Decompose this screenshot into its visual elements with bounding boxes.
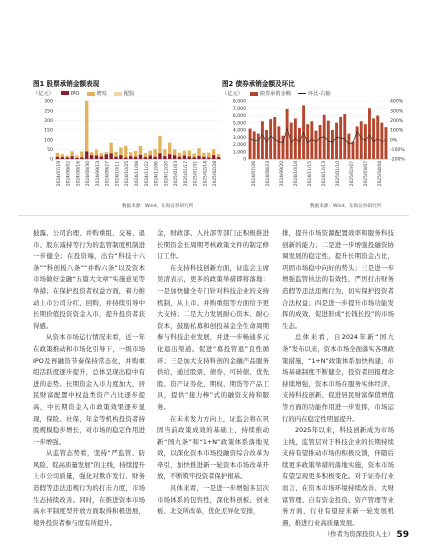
bar-bond-amount <box>290 123 293 159</box>
y2-tick-label: -200% <box>390 157 405 163</box>
legend-sp: 增发 <box>87 90 107 97</box>
bar-bond-amount <box>368 108 371 159</box>
x-tick-label: 2024/07/26 <box>252 161 257 187</box>
bar-bond-amount <box>364 124 367 159</box>
bar-bond-amount <box>298 128 301 159</box>
x-tick-label: 2025/01/03 <box>174 161 180 187</box>
chart-2-svg <box>222 97 414 209</box>
bar-sp <box>134 151 137 157</box>
bar-sp <box>183 151 186 156</box>
legend-bond-amount: 债券承销金额 <box>250 90 291 97</box>
x-tick-label: 2025/01/17 <box>183 161 189 187</box>
column-left <box>33 228 145 529</box>
y2-tick-label: -100% <box>390 147 405 153</box>
bar-ipo <box>202 157 205 159</box>
figure-1-legend <box>33 90 225 97</box>
bar-sp <box>90 152 93 155</box>
bar-sp <box>80 151 83 157</box>
bar-sp <box>75 156 78 158</box>
bar-ipo <box>158 153 161 159</box>
bar-sp <box>202 153 205 157</box>
y-tick-label: 2,000 <box>232 143 246 149</box>
bar-ipo <box>105 154 108 159</box>
bar-sp <box>163 149 166 156</box>
y-tick-label: 150 <box>44 128 53 134</box>
x-tick-label: 2024/10/11 <box>115 161 121 187</box>
bar-ipo <box>217 157 220 159</box>
figure-1-unit: （亿元） <box>33 91 54 97</box>
bar-sp <box>100 153 103 156</box>
x-tick-label: 2025/02/28 <box>213 161 219 187</box>
bar-sp <box>65 156 68 158</box>
bar-sp <box>114 152 117 157</box>
figure-1-source: 数据来源：Wind，东海证券研究所 <box>122 204 194 209</box>
x-tick-label: 2024/08/16 <box>76 161 82 187</box>
bar-sp <box>212 149 215 155</box>
legend-ipo: IPO <box>61 91 80 97</box>
bar-sp <box>119 147 122 155</box>
x-tick-label: 2025/02/14 <box>203 161 209 187</box>
x-tick-label: 2024/08/23 <box>266 161 271 187</box>
paragraph: 从监管态势看，坚持“严监管、防风险、促高质量发展”的主线，持续提升上市公司质量，强化对欺诈发行、财务造假等违法违规行为的打击力度，市场生态持续改善。同时，在推进资本市场高水平制度型开放方面取得积极进展，境外投资者参与度有所提升。 <box>33 449 145 527</box>
bar-bond-amount <box>319 125 322 159</box>
bar-ipo <box>207 157 210 159</box>
chart-1-svg <box>33 97 225 209</box>
figure-1 <box>33 78 225 213</box>
bar-sp <box>109 143 112 154</box>
bar-sp <box>61 154 64 157</box>
figure-2-title: 图2 债券承销金额及环比 <box>222 80 295 88</box>
bar-ipo <box>173 155 176 159</box>
bar-sp <box>173 149 176 155</box>
bar-sp <box>153 149 156 157</box>
bar-bond-amount <box>265 130 268 159</box>
bar-ipo <box>134 157 137 159</box>
bar-ipo <box>65 157 68 159</box>
bar-sp <box>207 153 210 158</box>
paragraph: 在支持科技创新方面，证监会主席吴清表示，更多的政策举措即将落地：一是加快健全专门针对科技企业的支持机制，从上市、并购重组等方面给予更大支持；二是大力发展耐心资本、耐心资本，鼓励私募和创投基金全生命周期参与科技企业发展，并进一步畅通多元化退出渠道。促进“募投管退”良性循环；三是加大支持科创的金融产品服务供给，通过股票、债券、可转债、优先股、资产证券化、期权、期货等产品工具，提供“接力棒”式的融资支持和服务。 <box>157 263 269 411</box>
x-tick-label: 2024/09/13 <box>95 161 101 187</box>
figure-2-unit: （亿元） <box>222 91 243 97</box>
bar-ipo <box>188 156 191 159</box>
y-tick-label: 50 <box>47 147 53 153</box>
y-tick-label: 250 <box>44 109 53 115</box>
x-tick-label: 2025/01/10 <box>336 161 341 187</box>
bar-ipo <box>56 157 59 159</box>
bar-ipo <box>212 155 215 159</box>
bar-sp <box>70 151 73 156</box>
bar-ipo <box>61 157 64 159</box>
y-tick-label: 8,000 <box>232 99 246 105</box>
bar-ipo <box>153 157 156 159</box>
paragraph: 在未来发力方向上，证监会将在巩固当前政策成效的基础上，持续推动新“国九条”和“1+N”政策体系落地见效，以深化资本市场投融资综合改革为牵引，加快推进新一轮资本市场改革开放，不断筑牢投资者保护根基。 <box>157 414 269 481</box>
bar-sp <box>56 153 59 157</box>
bar-ipo <box>109 153 112 159</box>
bar-ipo <box>197 156 200 159</box>
x-tick-label: 2024/10/18 <box>294 161 299 187</box>
column-right <box>282 228 394 541</box>
bar-bond-amount <box>331 130 334 159</box>
bar-ipo <box>114 157 117 159</box>
bar-bond-amount <box>335 123 338 159</box>
paragraph: 具体来看，一是进一步增强多层次市场体系的包容性，深化科创板、创业板、北交所改革，优化差异化安排， <box>157 484 269 516</box>
paragraph: 披露、公司治理、并购重组、交易、退市、股东减持等行为的监管制度机制进一步健全；在投资端，出台“科技十六条”“科创板八条”“并购六条”以及资本市场做好金融“五篇大文章”实施意见等举措；在保护投资者权益方面，着力推动上市公司分红、回购，并持续引导中长期价值投资资金入市，提升投资者获得感。 <box>33 229 145 330</box>
x-tick-label: 2024/12/13 <box>322 161 327 187</box>
paragraph: 总体来看，自2024年新“国九条”发布以来，资本市场全面落实各项政策措施，“1+N”政策体系加快构建，市场基础制度不断健全，投资者回报理念持续增强，资本市场在服务实体经济、支持科技创新、促进居民财富保值增值等方面的功能作用进一步发挥，市场运行的内在稳定性明显提升。 <box>282 333 394 423</box>
figure-2-legend <box>222 90 414 97</box>
paragraph: 2025年以来，科技创新成为市场主线，监管层对于科技企业的长期持续支持有望推动市场的积极反馈，伴随后续更多政策举措的落地实施，资本市场有望呈现更多积极变化。对于证券行业而言，在资本市场环境持续改善、大财富管理、自有资金投资、资产管理等业务方面，行业有望迎来新一轮发展机遇，推进行业高质量发展。 <box>282 426 394 527</box>
y-tick-label: 5,000 <box>232 121 246 127</box>
bar-ipo <box>119 155 122 159</box>
bar-sp <box>178 153 181 157</box>
x-tick-label: 2024/11/15 <box>308 161 313 187</box>
bar-ipo <box>129 156 132 159</box>
y-tick-label: 0 <box>50 157 53 163</box>
bar-sp <box>168 143 171 155</box>
x-tick-label: 2024/08/02 <box>66 161 72 187</box>
x-tick-label: 2024/09/20 <box>280 161 285 187</box>
x-tick-label: 2024/11/08 <box>135 161 140 187</box>
bar-ipo <box>148 156 151 159</box>
paragraph: 排，提升市场资源配置效率和服务科技创新的能力；二是进一步增强投融资协调发展的稳定性，提升长期资金占比，巩固市场稳中向好的势头；三是进一步增强监管执法的有效性，严厉打击财务造假等违法违规行为，切实保护投资者合法权益；四是进一步提升市场功能发挥的成效，促进形成“长钱长投”的市场生态。 <box>282 229 394 330</box>
x-tick-label: 2024/11/22 <box>144 161 150 187</box>
bar-sp <box>158 136 161 153</box>
bar-sp <box>105 152 108 154</box>
bar-ipo <box>192 157 195 159</box>
bar-sp <box>188 150 191 156</box>
bar-ipo <box>95 156 98 159</box>
paragraph: 金，财政部、人社部等部门正积极推进长期资金长周期考核政策文件的制定修订工作。 <box>157 229 269 261</box>
bar-bond-amount <box>376 116 379 160</box>
bar-ipo <box>70 156 73 159</box>
y-tick-label: 300 <box>44 99 53 105</box>
bar-ipo <box>85 151 88 159</box>
bar-sp <box>129 152 132 156</box>
bar-ipo <box>168 154 171 159</box>
bar-bond-amount <box>257 134 260 159</box>
bar-bond-amount <box>372 118 375 159</box>
bar-sp <box>95 150 98 156</box>
y-tick-label: 1,000 <box>232 150 246 156</box>
bar-sp <box>192 154 195 157</box>
x-tick-label: 2025/01/31 <box>193 161 199 187</box>
legend-rights: 配股 <box>114 90 134 97</box>
y-tick-label: 0 <box>243 157 246 163</box>
bar-ipo <box>124 157 127 159</box>
x-tick-label: 2024/12/06 <box>154 161 160 187</box>
figure-2-source: 数据来源：Wind，东海证券研究所 <box>310 204 382 209</box>
bar-bond-amount <box>385 127 388 159</box>
bar-sp <box>85 101 88 151</box>
y2-tick-label: 300% <box>390 109 404 115</box>
bar-ipo <box>178 157 181 159</box>
x-tick-label: 2025/04/04 <box>378 161 383 187</box>
bar-sp <box>148 151 151 156</box>
y-tick-label: 3,000 <box>232 135 246 141</box>
bar-bond-amount <box>315 131 318 159</box>
paragraph: （作者为资深投资人士） <box>323 530 394 539</box>
column-middle <box>157 228 269 518</box>
x-tick-label: 2024/10/25 <box>125 161 131 187</box>
x-tick-label: 2024/12/20 <box>164 161 170 187</box>
x-tick-label: 2024/09/27 <box>105 161 111 187</box>
y2-tick-label: 400% <box>390 99 404 105</box>
paragraph: 从资本市场运行情况来看，近一年在政策推动和市场化引导下，一级市场IPO及再融资节奏保持常态化，并购重组活跃度逐步提升，总体呈现出稳中有进的态势。长期资金入市力度加大，居民财富配置中权益类资产占比逐步提高，中长期资金入市政策效果逐步显现，保险、社保、年金等机构投资者持股规模稳步增长，对市场的稳定作用进一步增强。 <box>33 333 145 446</box>
bar-ipo <box>90 155 93 159</box>
x-tick-label: 2024/08/30 <box>86 161 92 187</box>
bar-sp <box>124 146 127 158</box>
bar-bond-amount <box>352 142 355 159</box>
bar-bond-amount <box>277 126 280 159</box>
bar-bond-amount <box>360 121 363 159</box>
y-tick-label: 200 <box>44 118 53 124</box>
bar-ipo <box>100 156 103 159</box>
legend-mom: 环比-右轴 <box>298 90 331 97</box>
y2-tick-label: 100% <box>390 128 404 134</box>
x-tick-label: 2024/07/19 <box>56 161 62 187</box>
x-tick-label: 2025/03/07 <box>364 161 369 187</box>
bar-ipo <box>80 157 83 159</box>
figure-2 <box>222 78 414 213</box>
bar-bond-amount <box>347 134 350 159</box>
bar-ipo <box>139 155 142 159</box>
bar-bond-amount <box>253 131 256 159</box>
bar-sp <box>139 146 142 155</box>
bar-bond-amount <box>269 119 272 159</box>
figure-1-title: 图1 股票承销金额表现 <box>33 80 100 88</box>
y-tick-label: 7,000 <box>232 106 246 112</box>
bar-ipo <box>163 156 166 159</box>
y-tick-label: 6,000 <box>232 114 246 120</box>
bar-ipo <box>183 156 186 159</box>
bar-bond-amount <box>286 109 289 159</box>
bar-ipo <box>144 157 147 159</box>
bar-sp <box>197 148 200 156</box>
divider <box>18 215 409 216</box>
y2-tick-label: 0% <box>390 138 398 144</box>
bar-bond-amount <box>261 121 264 159</box>
bar-sp <box>217 154 220 157</box>
page-number: 59 <box>396 530 409 540</box>
bar-bond-amount <box>343 114 346 159</box>
bar-bond-amount <box>249 129 252 159</box>
y-tick-label: 4,000 <box>232 128 246 134</box>
x-tick-label: 2025/02/07 <box>350 161 355 187</box>
bar-ipo <box>75 158 78 159</box>
bar-sp <box>144 153 147 157</box>
y2-tick-label: 200% <box>390 118 404 124</box>
y-tick-label: 100 <box>44 138 53 144</box>
